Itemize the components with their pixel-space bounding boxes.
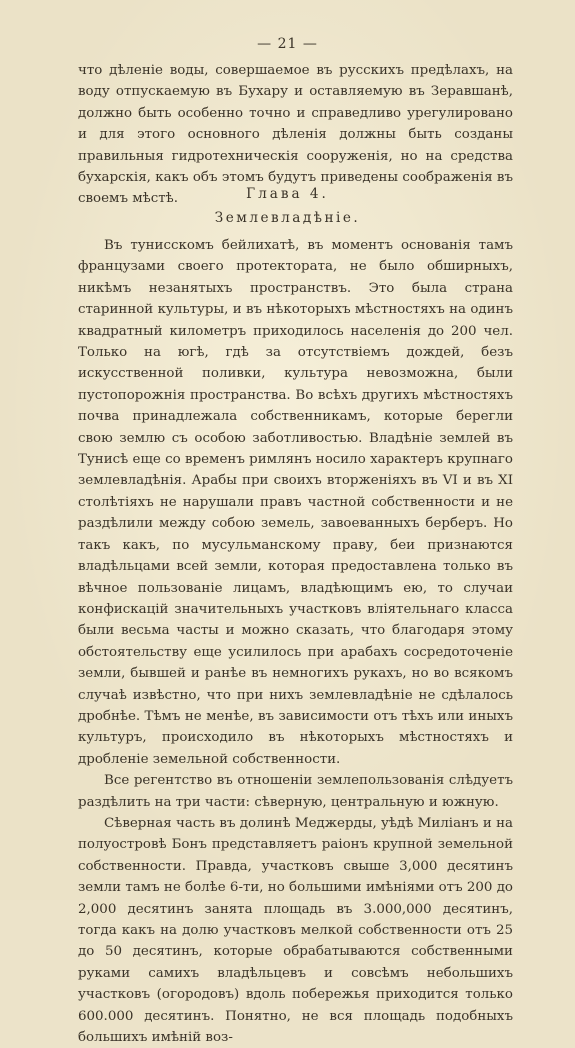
page-number: — 21 — xyxy=(257,36,318,52)
paragraph-northern-part: Сѣверная часть въ долинѣ Меджерды, уѣдѣ Миліанъ и на полуостровѣ Бонъ представляетъ раіонъ крупной земельной собственности. Правда, участковъ свыше 3,000 десятинъ земли тамъ не болѣе 6-ти, но большими имѣніями отъ 200 до 2,000 десятинъ занята площадь въ 3.000,000 десятинъ, тогда какъ на долю участковъ мелкой собственности отъ 25 до 50 десятинъ, которые обрабатываются собственными руками самихъ владѣльцевъ и совсѣмъ небольшихъ участковъ (огородовъ) вдоль побережья приходится только 600.000 десятинъ. Понятно, не вся площадь подобныхъ большихъ имѣній воз- xyxy=(78,815,513,1046)
chapter-heading: Глава 4. xyxy=(246,186,329,202)
paragraph-regency-division: Все регентство въ отношеніи землепользованія слѣдуетъ раздѣлить на три части: сѣверную, центральную и южную. xyxy=(78,773,513,810)
chapter-body xyxy=(78,235,513,1048)
paragraph-tunis-history: Въ тунисскомъ бейлихатѣ, въ моментъ основанія тамъ французами своего протектората, не было обширныхъ, никѣмъ незанятыхъ пространствъ. Это была страна старинной культуры, и въ нѣкоторыхъ мѣстностяхъ на одинъ квадратный километръ приходилось населенія до 200 чел. Только на югѣ, гдѣ за отсутствіемъ дождей, безъ искусственной поливки, культура невозможна, были пустопорожнія пространства. Во всѣхъ другихъ мѣстностяхъ почва принадлежала собственникамъ, которые берегли свою землю съ особою заботливостью. Владѣніе землей въ Тунисѣ еще со временъ римлянъ носило характеръ крупнаго землевладѣнія. Арабы при своихъ вторженіяхъ въ VI и въ XI столѣтіяхъ не нарушали правъ частной собственности и не раздѣлили между собою земель, завоеванныхъ берберъ. Но такъ какъ, по мусульманскому праву, беи признаются владѣльцами всей земли, которая предоставлена только въ вѣчное пользованіе лицамъ, владѣющимъ ею, то случаи конфискацій значительныхъ участковъ вліятельнаго класса были весьма часты и можно сказать, что благодаря этому обстоятельству еще усилилось при арабахъ сосредоточеніе земли, бывшей и ранѣе въ немногихъ рукахъ, но во всякомъ случаѣ извѣстно, что при нихъ землевладѣніе не сдѣлалось дробнѣе. Тѣмъ не менѣе, въ зависимости отъ тѣхъ или иныхъ культуръ, происходило въ нѣкоторыхъ мѣстностяхъ и дробленіе земельной собственности. xyxy=(78,238,513,767)
paragraph-text: что дѣленіе воды, совершаемое въ русскихъ предѣлахъ, на воду отпускаемую въ Бухару и оставляемую въ Зеравшанѣ, должно быть особенно точно и справедливо урегулировано и для этого основного дѣленія должны быть созданы правильныя гидротехническія сооруженія, но на средства бухарскія, какъ объ этомъ будутъ приведены соображенія въ своемъ мѣстѣ. xyxy=(78,63,513,207)
chapter-title: Землевладѣніе. xyxy=(214,210,361,226)
